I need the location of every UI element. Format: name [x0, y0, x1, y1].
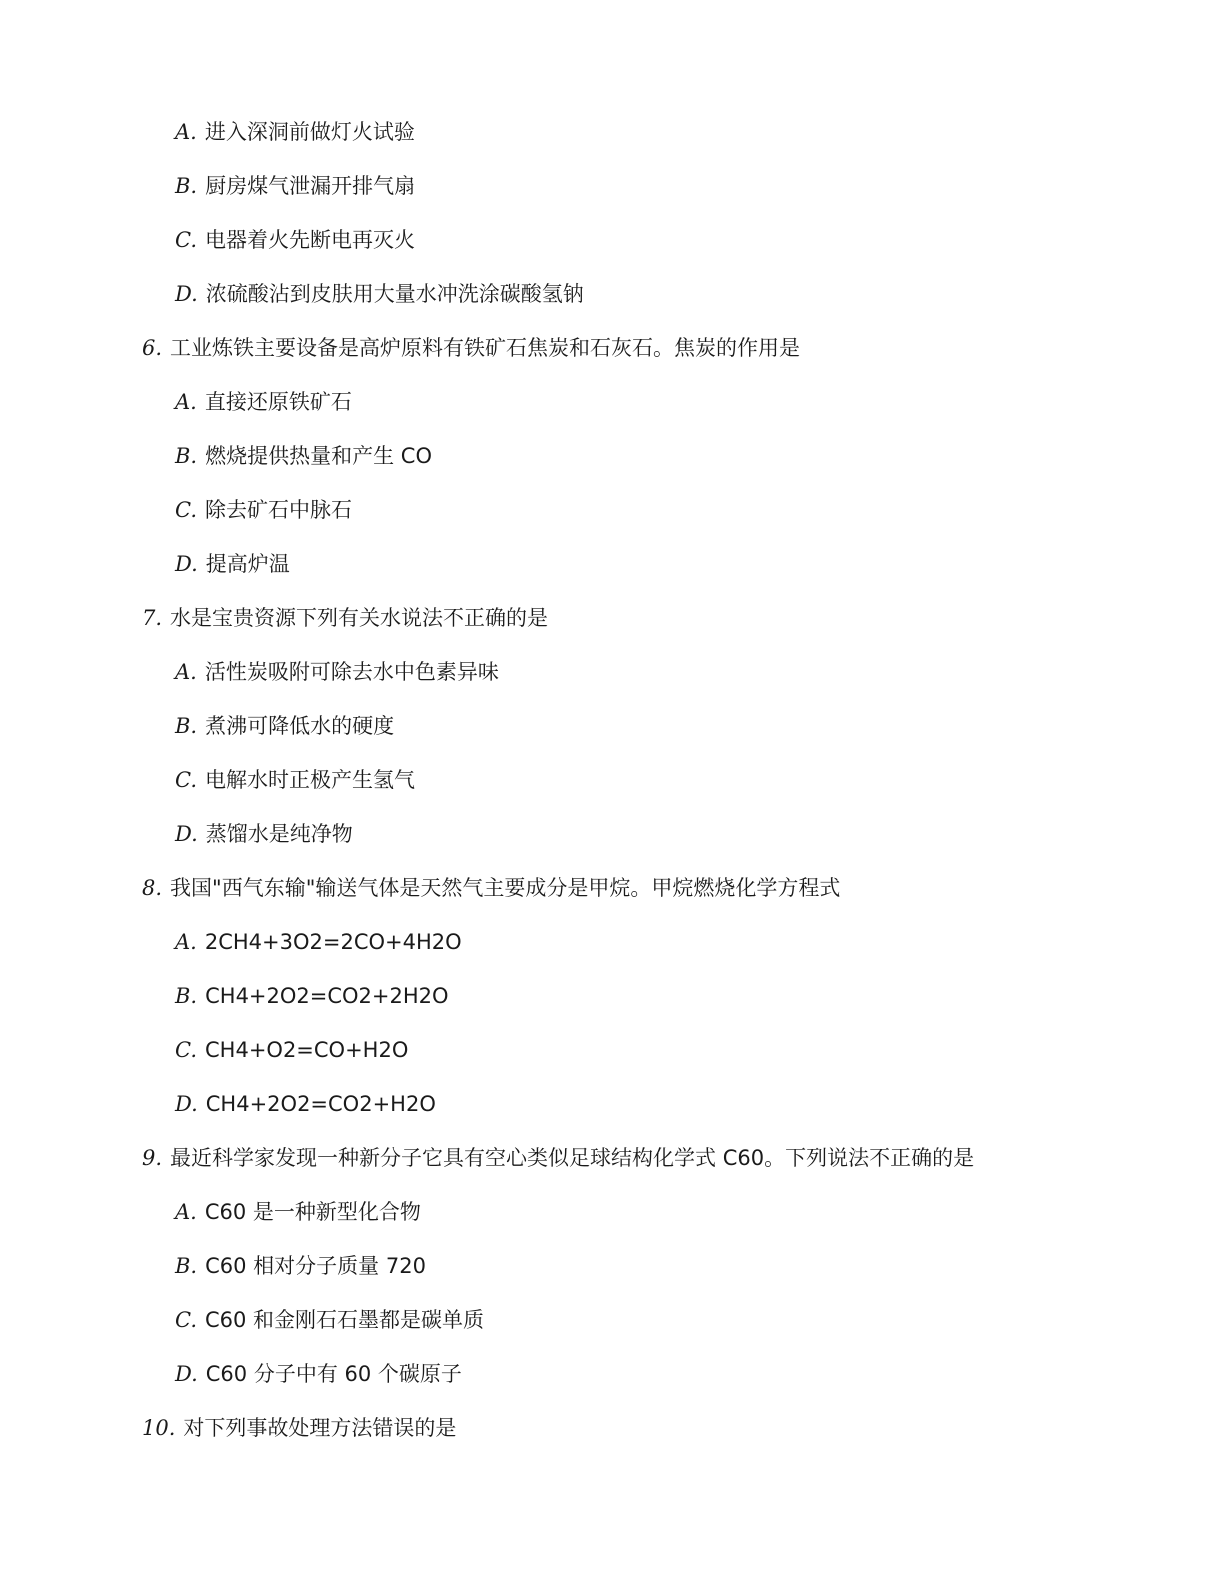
option-label: D. — [175, 822, 198, 846]
option-label: C. — [175, 768, 197, 792]
option-line — [175, 1089, 436, 1119]
question-line — [142, 1413, 456, 1443]
option-text: 蒸馏水是纯净物 — [205, 822, 353, 846]
option-line — [175, 711, 394, 741]
option-text: CH4+2O2=CO2+H2O — [205, 1092, 436, 1116]
option-label: B. — [175, 714, 198, 738]
question-line — [142, 333, 800, 363]
option-label: A. — [175, 660, 197, 684]
option-label: B. — [175, 444, 198, 468]
option-line — [175, 1035, 408, 1065]
option-line — [175, 981, 449, 1011]
option-label: C. — [175, 1308, 197, 1332]
option-label: D. — [175, 552, 198, 576]
question-line — [142, 603, 548, 633]
option-text: 电解水时正极产生氢气 — [205, 768, 415, 792]
option-label: B. — [175, 984, 198, 1008]
option-text: 活性炭吸附可除去水中色素异味 — [204, 660, 499, 684]
question-number: 9. — [142, 1146, 163, 1170]
question-text: 我国"西气东输"输送气体是天然气主要成分是甲烷。甲烷燃烧化学方程式 — [170, 876, 841, 900]
question-number: 8. — [142, 876, 163, 900]
question-number: 6. — [142, 336, 163, 360]
option-text: C60 是一种新型化合物 — [204, 1200, 421, 1224]
option-label: A. — [175, 390, 197, 414]
option-text: 除去矿石中脉石 — [205, 498, 352, 522]
option-line — [175, 1305, 484, 1335]
option-line — [175, 117, 415, 147]
option-line — [175, 171, 415, 201]
option-line — [175, 1251, 426, 1281]
option-text: 厨房煤气泄漏开排气扇 — [205, 174, 416, 198]
option-text: 提高炉温 — [205, 552, 290, 576]
option-label: B. — [175, 174, 198, 198]
option-line — [175, 387, 352, 417]
option-text: 进入深洞前做灯火试验 — [204, 120, 415, 144]
option-text: C60 分子中有 60 个碳原子 — [205, 1362, 462, 1386]
option-line — [175, 441, 432, 471]
option-label: D. — [175, 282, 198, 306]
option-line — [175, 927, 462, 957]
question-text: 最近科学家发现一种新分子它具有空心类似足球结构化学式 C60。下列说法不正确的是 — [170, 1146, 975, 1170]
option-label: A. — [175, 1200, 197, 1224]
option-text: 燃烧提供热量和产生 CO — [205, 444, 432, 468]
option-label: D. — [175, 1362, 198, 1386]
question-line — [142, 873, 840, 903]
option-text: CH4+O2=CO+H2O — [205, 1038, 409, 1062]
option-text: CH4+2O2=CO2+2H2O — [205, 984, 449, 1008]
option-text: 煮沸可降低水的硬度 — [205, 714, 395, 738]
question-line — [142, 1143, 974, 1173]
option-line — [175, 657, 499, 687]
option-line — [175, 549, 290, 579]
option-text: 电器着火先断电再灭火 — [205, 228, 415, 252]
question-number: 7. — [142, 606, 163, 630]
option-line — [175, 225, 415, 255]
option-line — [175, 1197, 421, 1227]
option-label: D. — [175, 1092, 198, 1116]
option-label: C. — [175, 498, 197, 522]
question-number: 10. — [142, 1416, 176, 1440]
option-text: C60 和金刚石石墨都是碳单质 — [205, 1308, 485, 1332]
option-label: C. — [175, 228, 197, 252]
option-line — [175, 495, 352, 525]
option-text: C60 相对分子质量 720 — [205, 1254, 426, 1278]
question-text: 水是宝贵资源下列有关水说法不正确的是 — [170, 606, 549, 630]
option-text: 2CH4+3O2=2CO+4H2O — [204, 930, 462, 954]
option-text: 浓硫酸沾到皮肤用大量水冲洗涂碳酸氢钠 — [205, 282, 584, 306]
option-text: 直接还原铁矿石 — [204, 390, 352, 414]
option-label: A. — [175, 930, 197, 954]
option-label: B. — [175, 1254, 198, 1278]
option-line — [175, 819, 353, 849]
option-line — [175, 765, 415, 795]
question-text: 对下列事故处理方法错误的是 — [183, 1416, 457, 1440]
option-label: C. — [175, 1038, 197, 1062]
question-text: 工业炼铁主要设备是高炉原料有铁矿石焦炭和石灰石。焦炭的作用是 — [170, 336, 801, 360]
option-line — [175, 1359, 462, 1389]
option-line — [175, 279, 584, 309]
option-label: A. — [175, 120, 197, 144]
